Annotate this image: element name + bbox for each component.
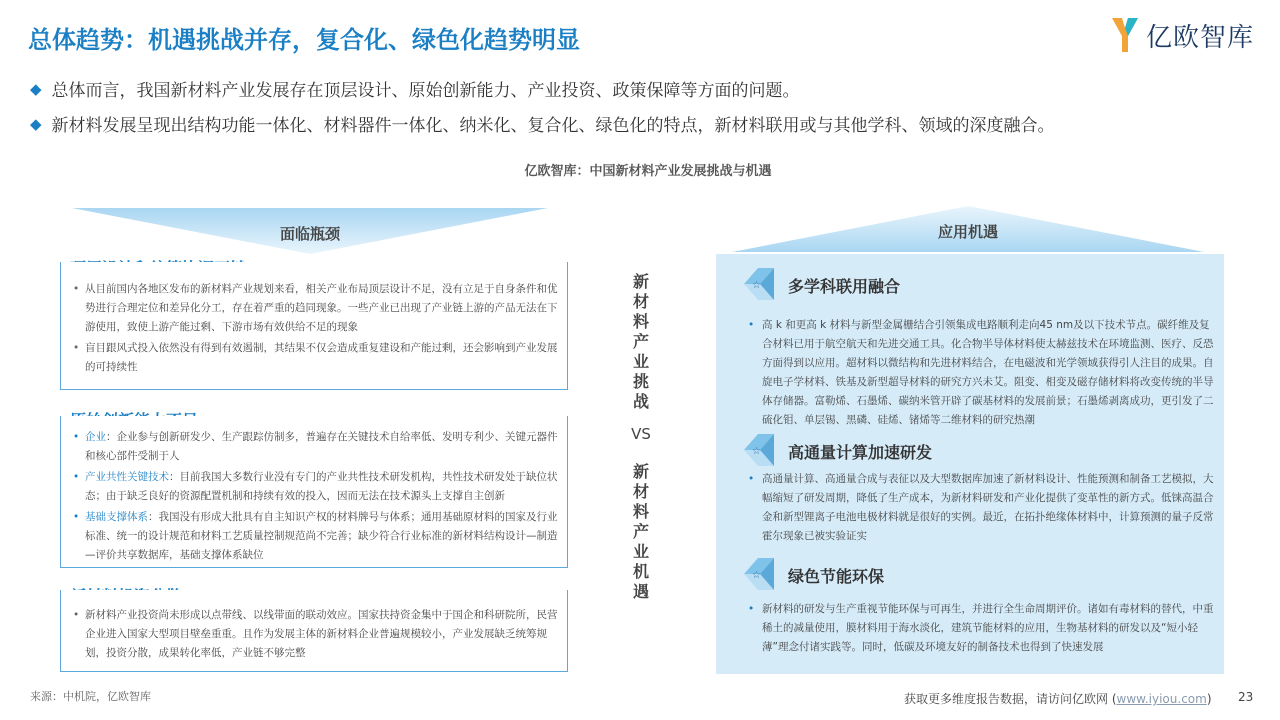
svg-text:☆: ☆ — [752, 280, 761, 291]
list-item: • 高通量计算、高通量合成与表征以及大型数据库加速了新材料设计、性能预测和制备工艺模拟，大幅缩短了研发周期，降低了生产成本，为新材料研发和产业化提供了变革性的新方式。低铼高温合金和新型锂离子电池电极材料就是很好的实例。最近，在拓扑绝缘体材料中，计算预测的量子反常霍尔现象已被实验证实 — [746, 470, 1216, 546]
summary-bullets — [30, 76, 1055, 146]
summary-bullet: ◆ 新材料发展呈现出结构功能一体化、材料器件一体化、纳米化、复合化、绿色化的特点，新材料联用或与其他学科、领域的深度融合。 — [30, 114, 1055, 136]
opportunity-panel — [716, 254, 1224, 674]
website-link[interactable]: www.iyiou.com — [1116, 692, 1207, 706]
vertical-char: 机 — [632, 562, 649, 581]
list-item: • 高 k 和更高 k 材料与新型金属栅结合引领集成电路顺利走向45 nm及以下技术节点。碳纤维及复合材料已用于航空航天和先进交通工具。化合物半导体材料使太赫兹技术在环境监测、医疗、反恐方面得到以应用。超材料以微结构和先进材料结合，在电磁波和光学领域获得引人注目的成果。自旋电子学材料、铁基及新型超导材料的研究方兴未艾。阻变、相变及磁存储材料将改变传统的半导体存储器。富勒烯、石墨烯、碳纳米管开辟了碳基材料的发展前景；石墨烯剥离成功，更引发了二硫化钼、单层锡、黑磷、硅烯、锗烯等二维材料的研究热潮 — [746, 316, 1216, 430]
vs-label: VS — [631, 425, 651, 443]
vertical-char: 料 — [632, 502, 649, 521]
vertical-char: 业 — [632, 542, 649, 561]
list-item: • 从目前国内各地区发布的新材料产业规划来看，相关产业布局顶层设计不足，没有立足于自身条件和优势进行合理定位和差异化分工，存在着严重的趋同现象。一些产业已出现了产业链上游的产品无法在下游使用，致使上游产能过剩、下游市场有效供给不足的现象 — [69, 280, 559, 337]
challenge-vertical-label — [628, 272, 654, 412]
right-banner — [732, 206, 1204, 252]
source-note: 来源：中机院，亿欧智库 — [30, 690, 151, 703]
vertical-char: 产 — [632, 522, 649, 541]
star-cube-icon — [738, 430, 778, 470]
right-banner-label: 应用机遇 — [937, 223, 998, 241]
yiou-logo-icon — [1110, 16, 1140, 54]
page-title: 总体趋势：机遇挑战并存，复合化、绿色化趋势明显 — [28, 26, 580, 54]
logo — [1110, 16, 1254, 54]
left-section-box — [60, 416, 568, 568]
left-section-box — [60, 262, 568, 390]
vertical-char: 战 — [632, 392, 649, 411]
opportunity-heading: 多学科联用融合 — [788, 277, 901, 296]
list-item: • 产业共性关键技术：目前我国大多数行业没有专门的产业共性技术研发机构，共性技术研发处于缺位状态；由于缺乏良好的资源配置机制和持续有效的投入，因而无法在技术源头上支撑自主创新 — [69, 468, 559, 506]
left-section-box — [60, 590, 568, 672]
list-item: • 新材料的研发与生产重视节能环保与可再生，并进行全生命周期评价。诸如有毒材料的替代，中重稀土的减量使用，膜材料用于海水淡化，建筑节能材料的应用，生物基材料的研发以及“短小轻薄”理念付诸实践等。同时，低碳及环境友好的制备技术也得到了快速发展 — [746, 600, 1216, 657]
left-banner — [72, 208, 548, 254]
svg-text:☆: ☆ — [752, 570, 761, 581]
diamond-icon: ◆ — [30, 114, 42, 133]
svg-text:☆: ☆ — [752, 446, 761, 457]
vertical-char: 挑 — [632, 372, 649, 391]
list-item: • 基础支撑体系：我国没有形成大批具有自主知识产权的材料牌号与体系；通用基础原材料的国家及行业标准、统一的设计规范和材料工艺质量控制规范尚不完善；缺少符合行业标准的新材料结构设计—制造—评价共享数据库，基础支撑体系缺位 — [69, 508, 559, 565]
footer-cta: 获取更多维度报告数据，请访问亿欧网 (www.iyiou.com) — [904, 692, 1212, 706]
diamond-icon: ◆ — [30, 79, 42, 98]
star-cube-icon — [738, 554, 778, 594]
vertical-char: 新 — [632, 462, 649, 481]
opportunity-heading: 绿色节能环保 — [788, 567, 885, 586]
page-number: 23 — [1238, 690, 1254, 704]
vertical-char: 料 — [632, 312, 649, 331]
left-banner-label: 面临瓶颈 — [279, 225, 340, 243]
opportunity-vertical-label — [628, 462, 654, 602]
figure-title: 亿欧智库：中国新材料产业发展挑战与机遇 — [524, 164, 772, 179]
vertical-char: 业 — [632, 352, 649, 371]
vertical-char: 材 — [632, 292, 649, 311]
list-item: • 企业：企业参与创新研发少、生产跟踪仿制多，普遍存在关键技术自给率低、发明专利少、关键元器件和核心部件受制于人 — [69, 428, 559, 466]
list-item: • 新材料产业投资尚未形成以点带线、以线带面的联动效应。国家扶持资金集中于国企和科研院所，民营企业进入国家大型项目壁垒重重。且作为发展主体的新材料企业普遍规模较小，产业发展缺乏统筹规划，投资分散，成果转化率低，产业链不够完整 — [69, 606, 559, 663]
vertical-char: 新 — [632, 272, 649, 291]
vertical-char: 材 — [632, 482, 649, 501]
logo-text: 亿欧智库 — [1145, 22, 1254, 53]
vertical-char: 产 — [632, 332, 649, 351]
summary-bullet: ◆ 总体而言，我国新材料产业发展存在顶层设计、原始创新能力、产业投资、政策保障等方面的问题。 — [30, 79, 800, 101]
list-item: • 盲目跟风式投入依然没有得到有效遏制，其结果不仅会造成重复建设和产能过剩，还会影响到产业发展的可持续性 — [69, 339, 559, 377]
vertical-char: 遇 — [632, 582, 649, 601]
opportunity-heading: 高通量计算加速研发 — [788, 443, 933, 462]
star-cube-icon — [738, 264, 778, 304]
